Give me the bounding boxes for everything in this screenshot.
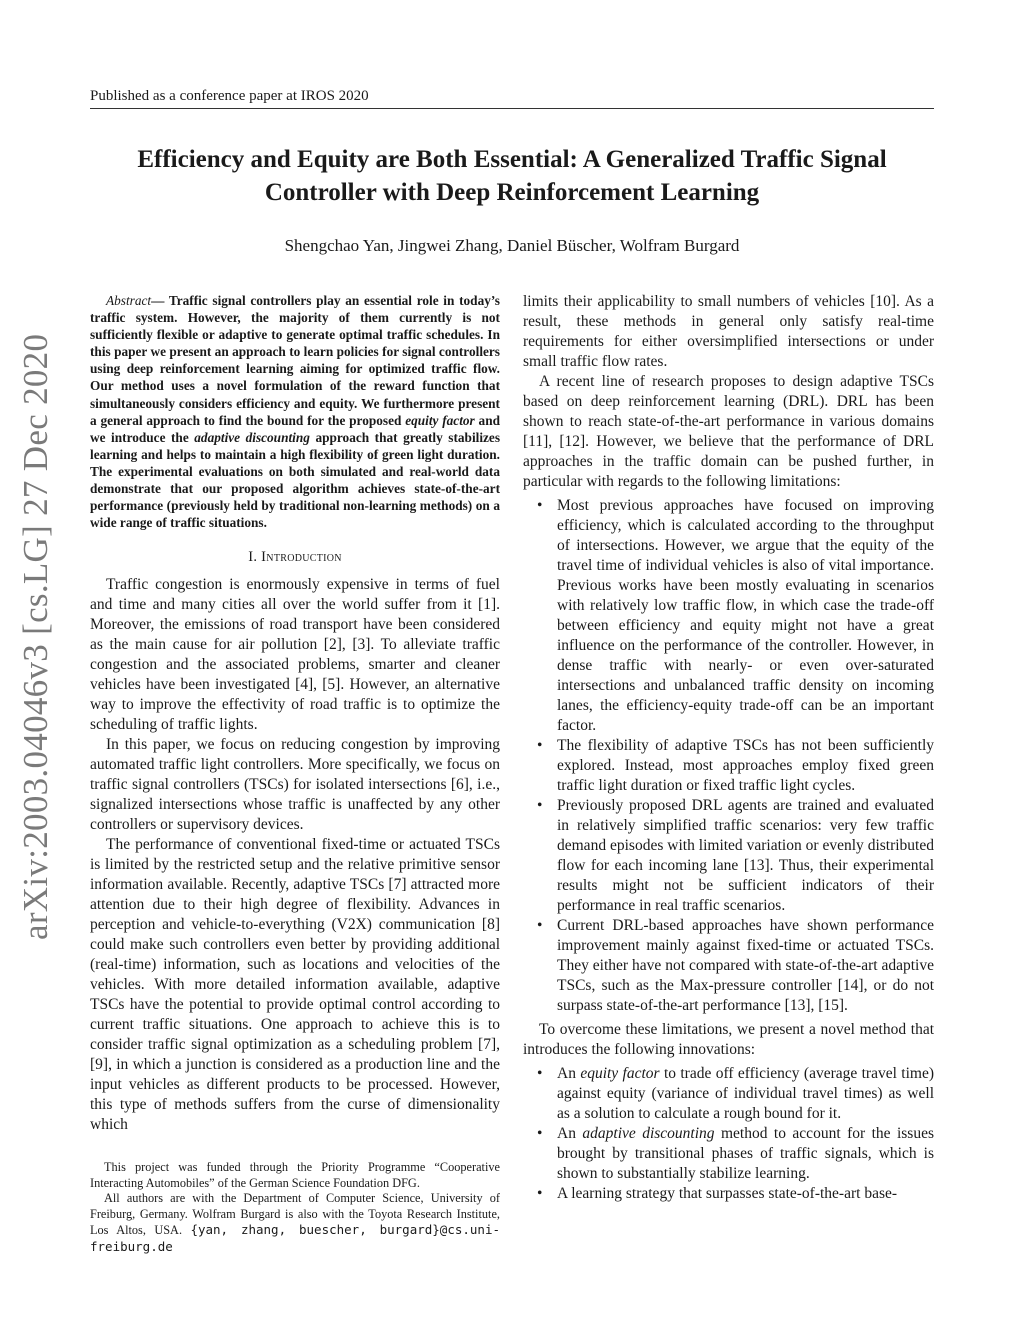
right-paragraph-3: To overcome these limitations, we present a novel method that introduces the following innovations: [523,1021,934,1058]
title-line-2: Controller with Deep Reinforcement Learning [264,179,760,206]
right-paragraph-2: A recent line of research proposes to design adaptive TSCs based on deep reinforcement learning (DRL). DRL has been shown to reach state-of-the-art performance in various domains [11], [12]. However, we believe that the performance of DRL approaches in the traffic domain can be pushed further, in particular with regards to the following limitations: [523,373,934,490]
abstract-label: Abstract [106,293,152,308]
limitation-item: • Current DRL-based approaches have shown performance improvement mainly against fixed-time or actuated TSCs. They either have not compared with state-of-the-art adaptive TSCs, such as the Max-pressure controller [14], or do not surpass state-of-the-art performance [13], [15]. [557,916,934,1016]
intro-paragraph-2: In this paper, we focus on reducing congestion by improving automated traffic light controllers. More specifically, we focus on traffic signal controllers (TSCs) for isolated intersections [6], i.e., signalized intersections whose traffic is unaffected by any other controllers or supervisory devices. [90,736,500,834]
arxiv-identifier: arXiv:2003.04046v3 [cs.LG] 27 Dec 2020 [16,333,55,940]
innovation-item-learning-strategy: • A learning strategy that surpasses state-of-the-art base- [557,1184,934,1204]
section-heading-introduction: I. Introduction [248,549,342,566]
abstract-emphasis-adaptive-discounting: adaptive discounting [194,429,310,445]
intro-paragraph-3: The performance of conventional fixed-time or actuated TSCs is limited by the restricted setup and the relative primitive sensor information available. Recently, adaptive TSCs [7] attracted more attention due to their high degree of flexibility. Advances in perception and vehicle-to-everything (V2X) communication [8] could make such controllers even better by providing additional (real-time) information, such as locations and velocities of the vehicles. With more detailed information available, adaptive TSCs have the potential to provide optimal control according to current traffic situations. One approach to achieve this is to consider traffic signal optimization as a scheduling problem [7], [9], in which a junction is considered as a production line and the input vehicles as different products to be processed. However, this type of methods suffers from the curse of dimensionality which [90,836,500,1134]
innovation-emphasis: adaptive discounting [582,1125,715,1142]
left-column [90,292,500,1135]
innovations-list [523,1064,934,1204]
right-paragraph-1: limits their applicability to small numbers of vehicles [10]. As a result, these methods in general only satisfy real-time requirements for either oversimplified intersections or under small traffic flow rates. [523,293,934,370]
footnote-affiliation [90,1191,500,1255]
innovation-emphasis: equity factor [580,1065,660,1082]
published-note: Published as a conference paper at IROS 2020 [90,88,369,104]
author-emails: {yan, zhang, buescher, burgard}@cs.uni-freiburg.de [90,1222,501,1254]
footnote [90,1160,500,1255]
limitation-item: • The flexibility of adaptive TSCs has not been sufficiently explored. Instead, most approaches employ fixed green traffic light duration or fixed traffic light cycles. [557,736,934,796]
limitation-item: • Most previous approaches have focused on improving efficiency, which is calculated according to the throughput of intersections. However, we argue that the equity of the travel time of individual vehicles is also of vital importance. Previous works have been mostly evaluating in scenarios with relatively low traffic flow, in which case the trade-off between efficiency and equity might not have a great influence on the performance of the controller. However, in dense traffic with nearly- or even over-saturated intersections and unbalanced traffic density on incoming lanes, the efficiency-equity trade-off can be an important factor. [557,496,934,736]
author-list: Shengchao Yan, Jingwei Zhang, Daniel Büscher, Wolfram Burgard [284,236,740,255]
right-column [523,292,934,1208]
title-line-1: Efficiency and Equity are Both Essential: A Generalized Traffic Signal [137,146,887,173]
innovation-rest: method to account for the issues brought by transitional phases of traffic signals, which is shown to substantially stabilize learning. [557,1125,934,1182]
abstract-text-3: approach that greatly stabilizes learning and helps to maintain a high flexibility of green light duration. The experimental evaluations on both simulated and real-world data demonstrate that our proposed algorithm achieves state-of-the-art performance (previously held by traditional non-learning methods) on a wide range of traffic situations. [90,429,501,531]
intro-paragraph-1: Traffic congestion is enormously expensive in terms of fuel and time and many cities all over the world suffer from it [1]. Moreover, the emissions of road transport have been considered as the main cause for air pollution [2], [3]. To alleviate traffic congestion and the associated problems, smarter and cleaner vehicles have been investigated [4], [5]. However, an alternative way to improve the effectivity of road traffic is to optimize the scheduling of traffic lights. [90,576,500,734]
abstract [90,292,500,531]
footnote-affiliation-text: All authors are with the Department of Computer Science, University of Freiburg, Germany. Wolfram Burgard is also with the Toyota Research Institute, Los Altos, USA. [90,1191,500,1237]
innovation-item-equity-factor [557,1064,934,1124]
abstract-text-1: Traffic signal controllers play an essential role in today’s traffic system. However, the majority of them currently is not sufficiently flexible or adaptive to generate optimal traffic schedules. In this paper we present an approach to learn policies for signal controllers using deep reinforcement learning aiming for optimized traffic flow. Our method uses a novel formulation of the reward function that simultaneously considers efficiency and equity. We furthermore present a general approach to find the bound for the proposed [90,293,500,428]
limitations-list [523,496,934,1016]
abstract-text-2: and we introduce the [90,412,500,445]
innovation-item-adaptive-discounting [557,1124,934,1184]
conference-header [90,88,934,109]
paper-title [60,143,964,209]
abstract-dash: — [151,293,169,308]
innovation-rest: to trade off efficiency (average travel time) against equity (variance of individual travel times) as well as a solution to calculate a rough bound for it. [557,1065,934,1122]
abstract-emphasis-equity-factor: equity factor [405,412,475,428]
innovation-prefix: An [557,1125,583,1142]
limitation-item: • Previously proposed DRL agents are trained and evaluated in relatively simplified traffic scenarios: very few traffic demand episodes with limited variation or evenly distributed flow for each incoming lane [13]. Thus, their experimental results might not be sufficient indicators of their performance in real traffic scenarios. [557,796,934,916]
footnote-funding: This project was funded through the Priority Programme “Cooperative Interacting Automobiles” of the German Science Foundation DFG. [90,1160,500,1190]
innovation-prefix: An [557,1065,581,1082]
